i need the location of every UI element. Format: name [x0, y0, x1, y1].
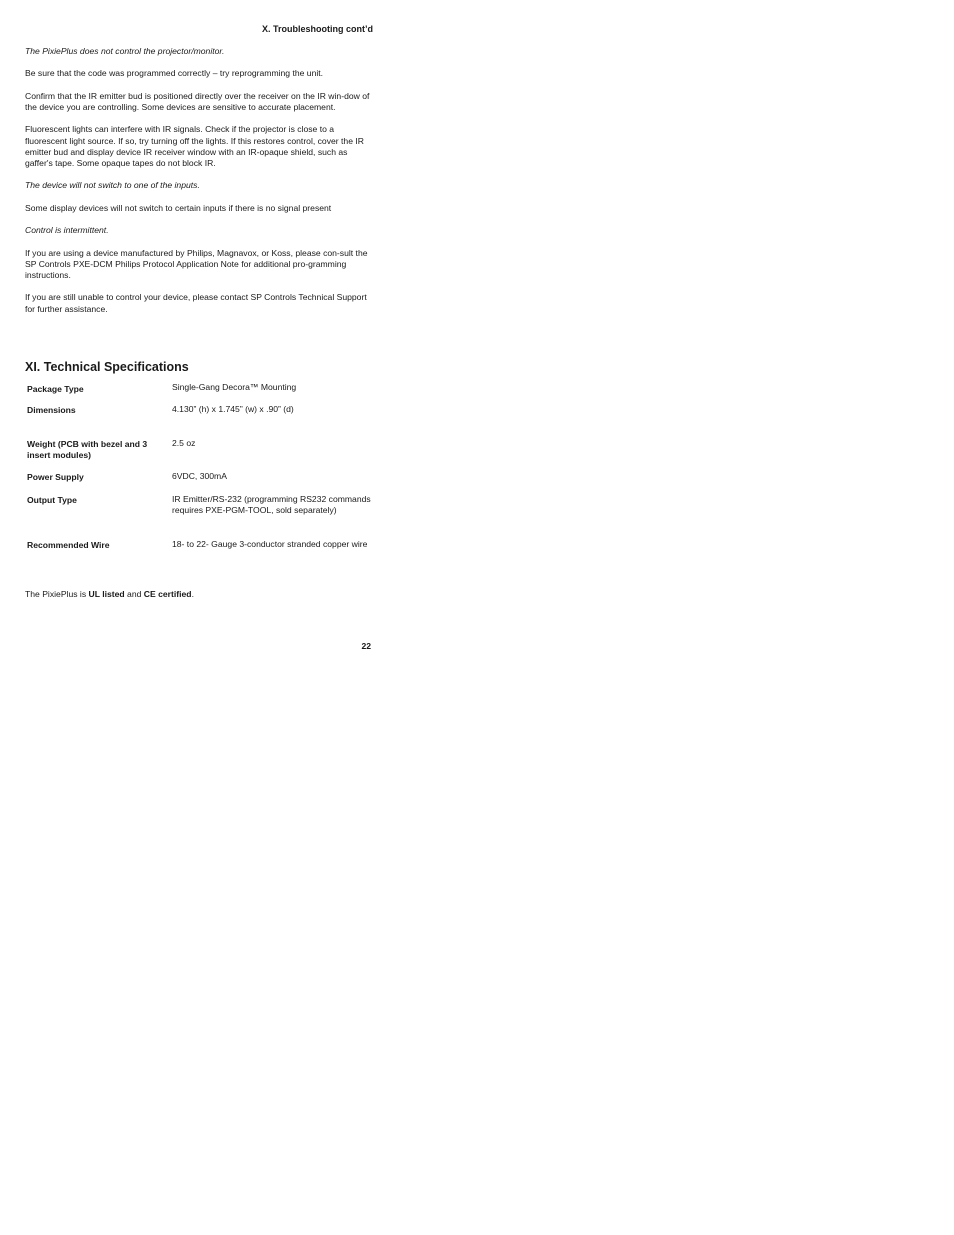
ul-listed: UL listed [88, 589, 125, 599]
cert-suffix: . [191, 589, 194, 599]
spec-row [27, 471, 373, 494]
spec-row [27, 539, 373, 551]
spec-value: IR Emitter/RS-232 (programming RS232 commands requires PXE-PGM-TOOL, sold separately) [172, 494, 371, 516]
section-header: X. Troubleshooting cont’d [262, 24, 373, 34]
paragraph: Some display devices will not switch to certain inputs if there is no signal present [25, 202, 332, 213]
spec-label: Dimensions [27, 405, 76, 415]
spec-label: Power Supply [27, 472, 84, 482]
spec-value: Single-Gang Decora™ Mounting [172, 382, 297, 392]
issue-heading: The PixiePlus does not control the projector/monitor. [25, 46, 225, 56]
spec-value: 4.130” (h) x 1.745” (w) x .90” (d) [172, 404, 294, 414]
specs-heading: XI. Technical Specifications [25, 360, 189, 374]
spec-label: Weight (PCB with bezel and 3 insert modules) [27, 439, 148, 461]
cert-and: and [124, 589, 144, 599]
issue-heading: Control is intermittent. [25, 225, 109, 236]
support-paragraph: If you are still unable to control your device, please contact SP Controls Technical Support for further assistance. [25, 292, 367, 314]
spec-value: 18- to 22- Gauge 3-conductor stranded copper wire [172, 539, 368, 549]
specs-table [27, 380, 373, 551]
paragraph: Confirm that the IR emitter bud is positioned directly over the receiver on the IR win-dow of the device you are controlling. Some devices are sensitive to accurate placement. [25, 90, 370, 112]
issue-heading: The device will not switch to one of the inputs. [25, 180, 200, 191]
spec-label: Recommended Wire [27, 540, 110, 550]
spec-row [27, 404, 373, 438]
spec-label: Output Type [27, 495, 77, 505]
spec-value: 2.5 oz [172, 438, 196, 448]
paragraph: If you are using a device manufactured by Philips, Magnavox, or Koss, please con-sult the SP Controls PXE-DCM Philips Protocol Application Note for additional pro-gramming instructions. [25, 247, 368, 280]
spec-row [27, 438, 373, 471]
spec-label: Package Type [27, 384, 84, 394]
paragraph: Fluorescent lights can interfere with IR signals. Check if the projector is close to a fluorescent light source. If so, try turning off the lights. If this restores control, cover the IR emitter bud and display device IR receiver window with an IR-opaque shield, such as gaffer's tape. Some opaque tapes do not block IR. [25, 124, 364, 168]
ce-certified: CE certified [143, 589, 192, 599]
troubleshooting-section [25, 46, 373, 326]
spec-row [27, 382, 373, 404]
paragraph: Be sure that the code was programmed correctly – try reprogramming the unit. [25, 68, 324, 79]
cert-prefix: The PixiePlus is [25, 589, 89, 599]
page-number: 22 [361, 641, 371, 651]
certification-note [25, 589, 194, 599]
spec-value: 6VDC, 300mA [172, 471, 227, 481]
spec-row [27, 494, 373, 539]
